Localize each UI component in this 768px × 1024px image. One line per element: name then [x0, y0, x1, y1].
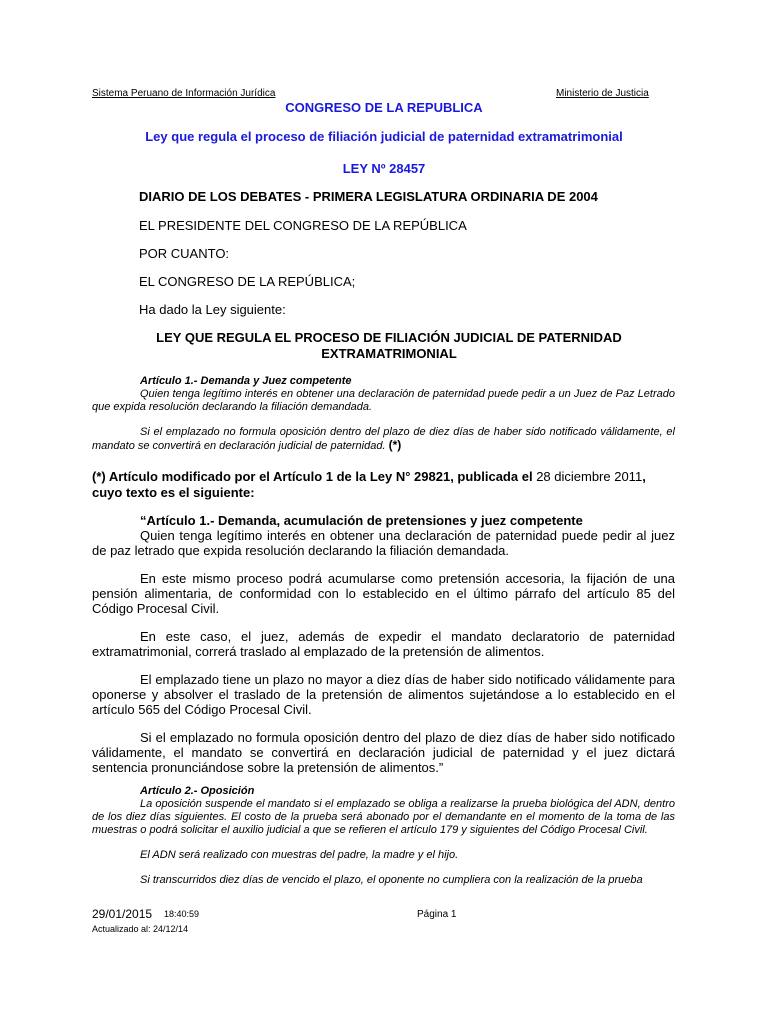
- congreso-line: EL CONGRESO DE LA REPÚBLICA;: [139, 274, 356, 289]
- footer-updated: Actualizado al: 24/12/14: [92, 924, 189, 934]
- modification-part1: (*) Artículo modificado por el Artículo 1 de la Ley N° 29821, publicada el: [92, 469, 533, 484]
- article-2: [92, 785, 675, 887]
- modification-note: [92, 469, 675, 501]
- law-number: LEY Nº 28457: [342, 161, 426, 176]
- presidente-line: EL PRESIDENTE DEL CONGRESO DE LA REPÚBLICA: [139, 218, 467, 233]
- por-cuanto: POR CUANTO:: [139, 246, 230, 261]
- article-1-new-p4: El emplazado tiene un plazo no mayor a diez días de haber sido notificado válidamente para oponerse y absolver el traslado de la pretensión de alimentos sujetándose a lo establecido en el artículo 565 del Código Procesal Civil.: [92, 672, 675, 717]
- header-source: Sistema Peruano de Información Jurídica: [92, 88, 276, 99]
- ha-dado: Ha dado la Ley siguiente:: [139, 302, 286, 317]
- article-2-p2: El ADN será realizado con muestras del padre, la madre y el hijo.: [140, 849, 459, 861]
- modification-date: 28 diciembre 2011: [536, 469, 643, 484]
- article-2-p1: La oposición suspende el mandato si el emplazado se obliga a realizarse la prueba biológica del ADN, dentro de los diez días siguientes. El costo de la prueba será abonado por el demandante en el momento de la toma de las muestras o podrá solicitar el auxilio judicial a que se refieren el artículo 179 y siguientes del Código Procesal Civil.: [92, 798, 675, 836]
- modification-mark: (*): [388, 438, 402, 452]
- article-1-heading: Artículo 1.- Demanda y Juez competente: [140, 375, 352, 387]
- article-1-p1: Quien tenga legítimo interés en obtener una declaración de paternidad puede pedir a un Juez de Paz Letrado que expida resolución declarando la filiación demandada.: [92, 388, 675, 413]
- article-1-original: [92, 375, 675, 453]
- article-1-new-heading: “Artículo 1.- Demanda, acumulación de pretensiones y juez competente: [140, 513, 583, 528]
- article-2-heading: Artículo 2.- Oposición: [140, 785, 255, 797]
- article-1-p2: [92, 426, 675, 453]
- article-1-new-p1: Quien tenga legítimo interés en obtener una declaración de paternidad puede pedir al juez de paz letrado que expida resolución declarando la filiación demandada.: [92, 528, 675, 558]
- law-description: Ley que regula el proceso de filiación judicial de paternidad extramatrimonial: [145, 129, 623, 144]
- article-1-new-p2: En este mismo proceso podrá acumularse como pretensión accesoria, la fijación de una pensión alimentaria, de conformidad con lo establecido en el último párrafo del artículo 85 del Código Procesal Civil.: [92, 571, 675, 616]
- footer-date: 29/01/2015: [92, 907, 153, 921]
- article-1-new-p5: Si el emplazado no formula oposición dentro del plazo de diez días de haber sido notificado válidamente, el mandato se convertirá en declaración judicial de paternidad y el juez dictará sentencia pronunciándose sobre la pretensión de alimentos.”: [92, 730, 675, 775]
- article-2-p3: Si transcurridos diez días de vencido el plazo, el oponente no cumpliera con la realización de la prueba: [140, 874, 643, 886]
- article-1-p2-text: Si el emplazado no formula oposición dentro del plazo de diez días de haber sido notificado válidamente, el mandato se convertirá en declaración judicial de paternidad.: [92, 426, 675, 452]
- diario-heading: DIARIO DE LOS DEBATES - PRIMERA LEGISLATURA ORDINARIA DE 2004: [139, 189, 598, 204]
- header-ministry: Ministerio de Justicia: [556, 88, 649, 99]
- modification-part2: , cuyo texto es el siguiente:: [92, 469, 646, 500]
- footer-time: 18:40:59: [164, 909, 200, 919]
- congreso-title: CONGRESO DE LA REPUBLICA: [285, 100, 483, 115]
- article-1-new-p3: En este caso, el juez, además de expedir el mandato declaratorio de paternidad extramatrimonial, correrá traslado al emplazado de la pretensión de alimentos.: [92, 629, 675, 659]
- article-1-new: [92, 513, 675, 775]
- law-title: LEY QUE REGULA EL PROCESO DE FILIACIÓN JUDICIAL DE PATERNIDAD EXTRAMATRIMONIAL: [156, 330, 622, 361]
- footer-page: Página 1: [417, 909, 457, 920]
